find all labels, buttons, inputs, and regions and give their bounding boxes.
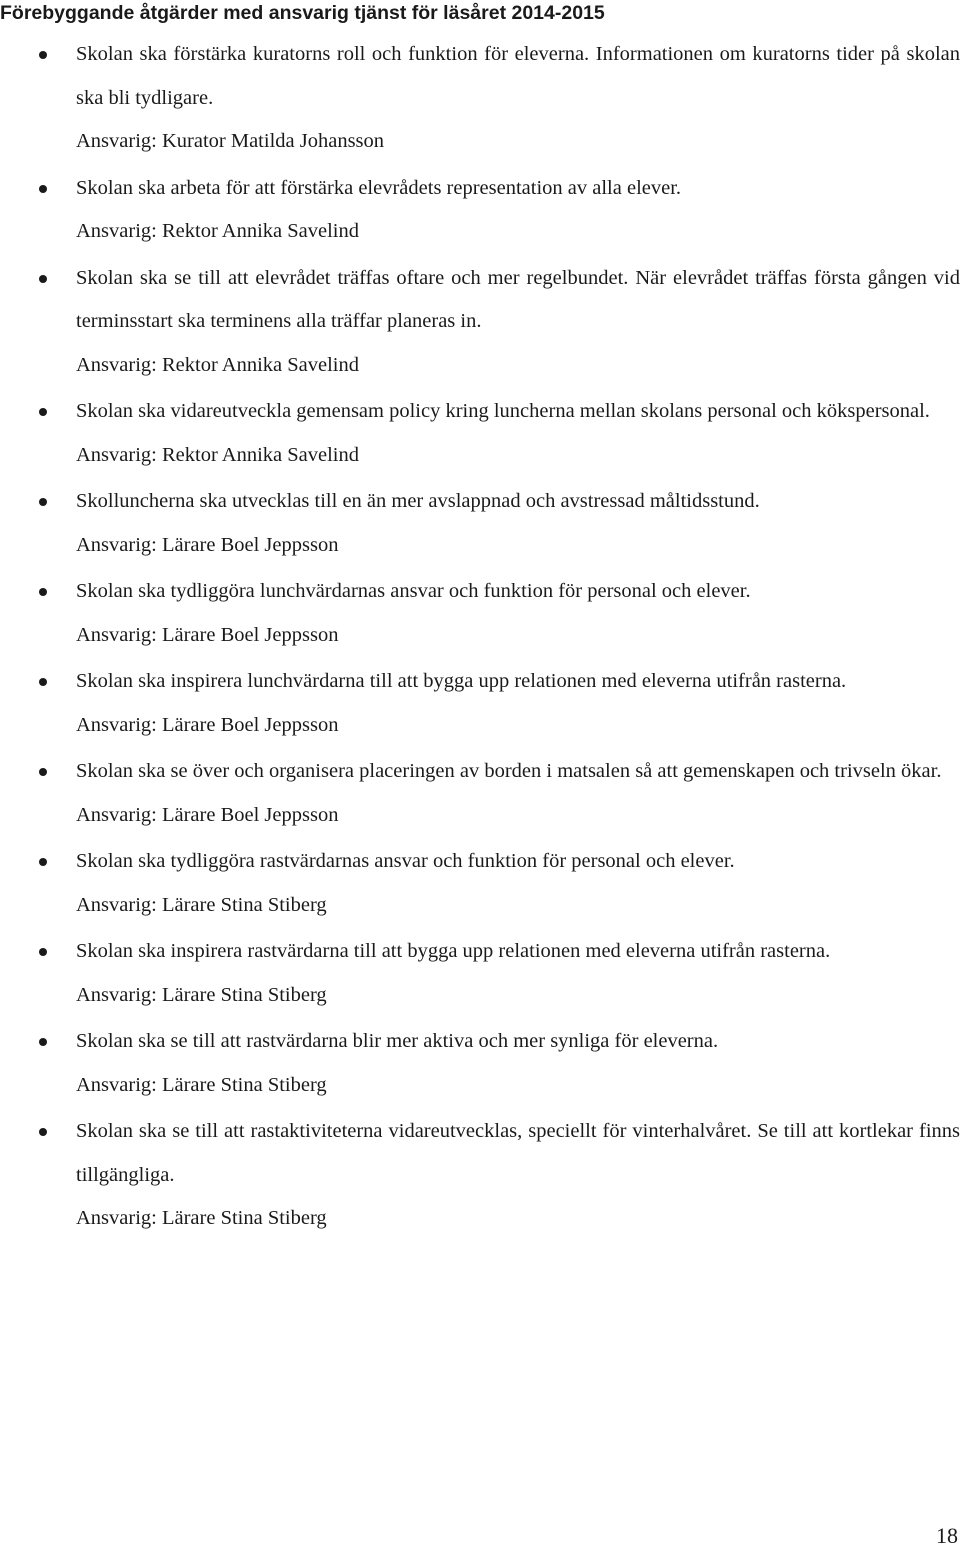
responsible-person: Ansvarig: Kurator Matilda Johansson bbox=[76, 130, 385, 152]
bullet-icon bbox=[39, 1038, 47, 1046]
bullet-icon bbox=[39, 858, 47, 866]
measure-text: Skolan ska se över och organisera placeringen av borden i matsalen så att gemenskapen och trivseln ökar. bbox=[76, 760, 942, 782]
measure-text: Skolan ska se till att elevrådet träffas oftare och mer regelbundet. När elevrådet träffas första gången vid terminsstart ska terminens alla träffar planeras in. bbox=[76, 266, 960, 332]
list-item bbox=[0, 167, 960, 254]
bullet-icon bbox=[39, 51, 47, 59]
measure-text: Skolan ska vidareutveckla gemensam policy kring luncherna mellan skolans personal och kökspersonal. bbox=[76, 400, 930, 422]
responsible-person: Ansvarig: Lärare Boel Jeppsson bbox=[76, 623, 339, 646]
bullet-icon bbox=[39, 678, 47, 686]
measure-text: Skolan ska inspirera rastvärdarna till att bygga upp relationen med eleverna utifrån rasterna. bbox=[76, 940, 831, 962]
bullet-icon bbox=[39, 408, 47, 416]
list-item bbox=[0, 33, 960, 164]
list-item bbox=[0, 257, 960, 388]
bullet-icon bbox=[39, 185, 47, 193]
list-item bbox=[0, 570, 960, 657]
responsible-person: Ansvarig: Lärare Boel Jeppsson bbox=[76, 713, 339, 736]
responsible-person: Ansvarig: Lärare Boel Jeppsson bbox=[76, 533, 339, 556]
page-heading: Förebyggande åtgärder med ansvarig tjänst för läsåret 2014-2015 bbox=[0, 2, 605, 24]
measure-text: Skolan ska tydliggöra rastvärdarnas ansvar och funktion för personal och elever. bbox=[76, 850, 735, 872]
responsible-person: Ansvarig: Lärare Stina Stiberg bbox=[76, 1207, 327, 1229]
measure-text: Skolan ska se till att rastaktiviteterna vidareutvecklas, speciellt för vinterhalvåret. Se till att kortlekar finns tillgängliga. bbox=[76, 1120, 960, 1186]
measure-text: Skolluncherna ska utvecklas till en än mer avslappnad och avstressad måltidsstund. bbox=[76, 490, 760, 512]
bullet-icon bbox=[39, 588, 47, 596]
list-item bbox=[0, 840, 960, 927]
responsible-person: Ansvarig: Lärare Boel Jeppsson bbox=[76, 803, 339, 826]
responsible-person: Ansvarig: Rektor Annika Savelind bbox=[76, 353, 359, 376]
list-item bbox=[0, 480, 960, 567]
measure-text: Skolan ska arbeta för att förstärka elevrådets representation av alla elever. bbox=[76, 176, 682, 199]
page-number: 18 bbox=[936, 1523, 958, 1548]
measure-text: Skolan ska se till att rastvärdarna blir mer aktiva och mer synliga för eleverna. bbox=[76, 1030, 719, 1052]
list-item bbox=[0, 750, 960, 837]
responsible-person: Ansvarig: Rektor Annika Savelind bbox=[76, 443, 359, 466]
responsible-person: Ansvarig: Rektor Annika Savelind bbox=[76, 220, 359, 242]
list-item bbox=[0, 1020, 960, 1107]
list-item bbox=[0, 390, 960, 477]
list-item bbox=[0, 930, 960, 1017]
bullet-icon bbox=[39, 1128, 47, 1136]
measure-text: Skolan ska förstärka kuratorns roll och funktion för eleverna. Informationen om kuratorns tider på skolan ska bli tydligare. bbox=[76, 43, 960, 109]
measure-text: Skolan ska tydliggöra lunchvärdarnas ansvar och funktion för personal och elever. bbox=[76, 580, 751, 602]
bullet-icon bbox=[39, 768, 47, 776]
list-item bbox=[0, 1110, 960, 1241]
bullet-icon bbox=[39, 948, 47, 956]
list-item bbox=[0, 660, 960, 747]
responsible-person: Ansvarig: Lärare Stina Stiberg bbox=[76, 893, 327, 916]
measure-list bbox=[0, 33, 960, 1244]
measure-text: Skolan ska inspirera lunchvärdarna till att bygga upp relationen med eleverna utifrån rasterna. bbox=[76, 670, 847, 692]
responsible-person: Ansvarig: Lärare Stina Stiberg bbox=[76, 1073, 327, 1096]
responsible-person: Ansvarig: Lärare Stina Stiberg bbox=[76, 983, 327, 1006]
bullet-icon bbox=[39, 498, 47, 506]
bullet-icon bbox=[39, 275, 47, 283]
